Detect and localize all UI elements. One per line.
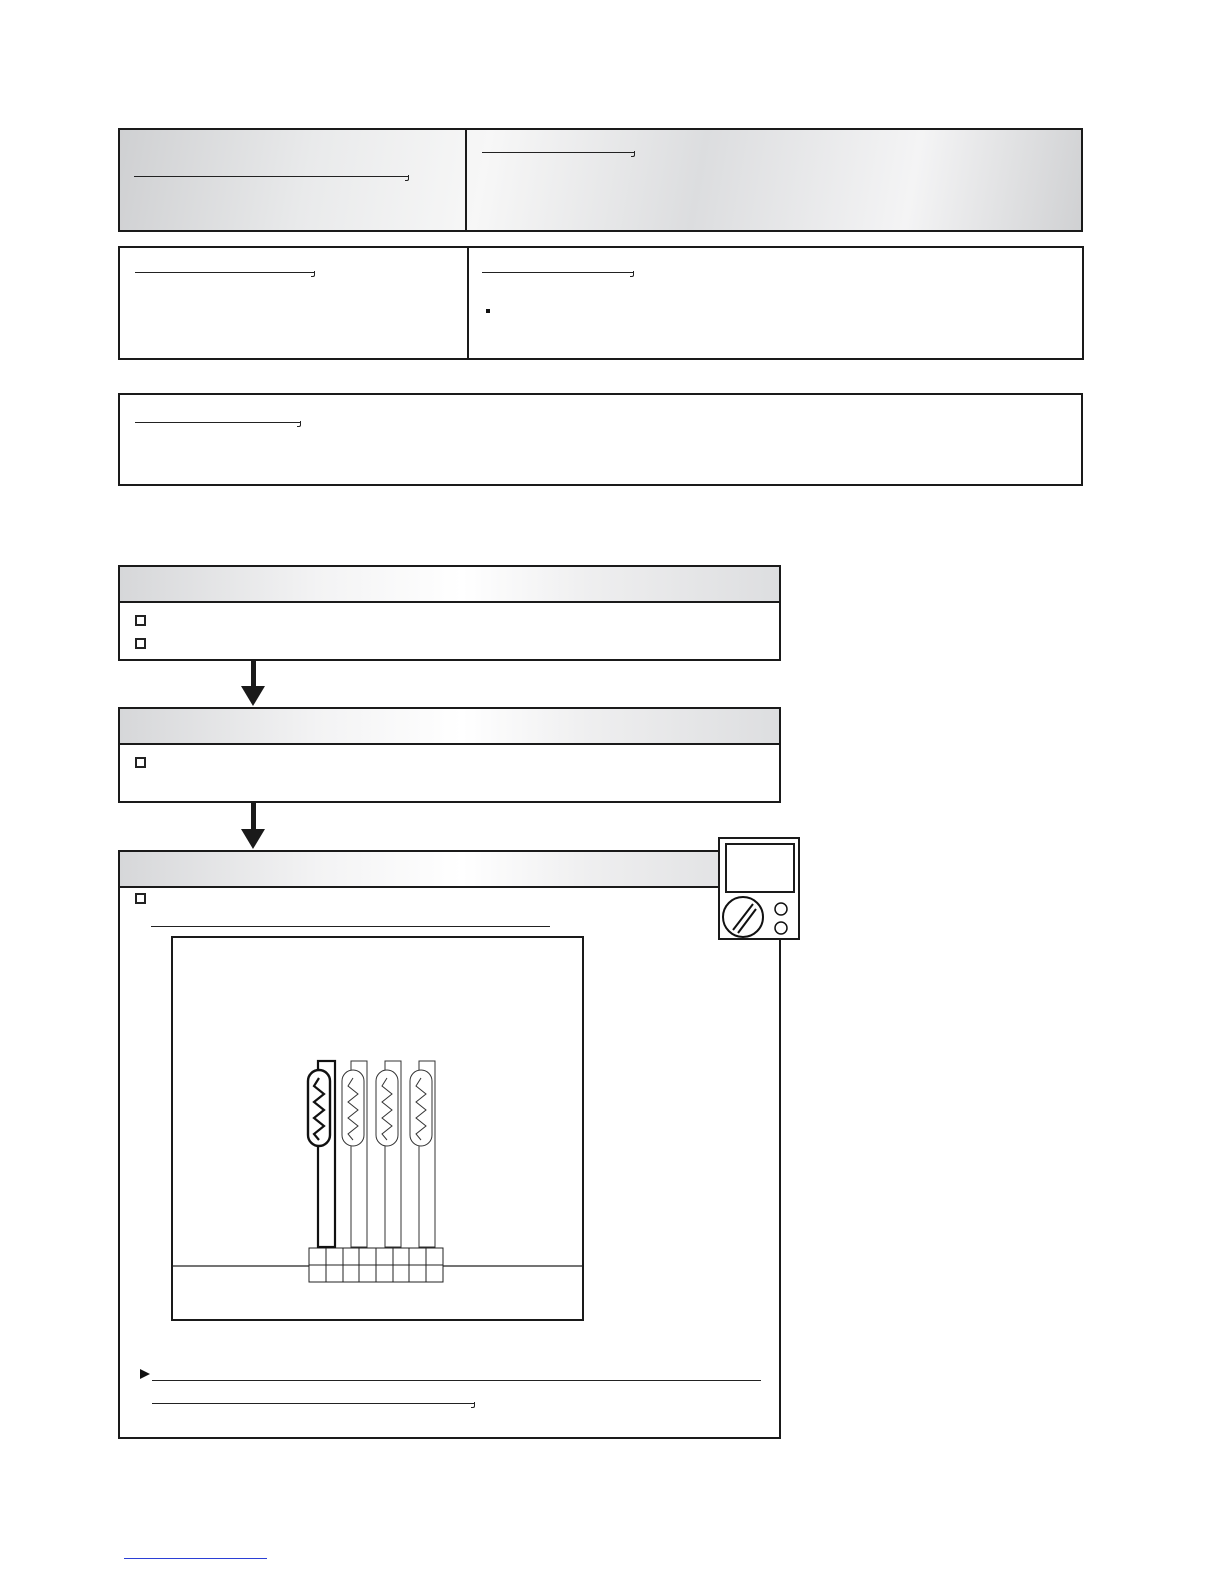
step-2 — [118, 707, 781, 803]
step-3-header — [120, 852, 779, 888]
title-box-divider — [465, 130, 467, 230]
step-2-checkbox-1[interactable] — [135, 757, 146, 768]
step-1-checkbox-2[interactable] — [135, 638, 146, 649]
heading-underline — [134, 176, 408, 177]
info-box-divider — [467, 248, 469, 358]
multimeter-icon — [718, 837, 800, 940]
title-box — [118, 128, 1083, 232]
step-3-instruction-underline — [151, 926, 550, 927]
step-1 — [118, 565, 781, 661]
notes-label-underline — [482, 272, 633, 273]
note-underline-1 — [152, 1380, 761, 1381]
cause-box — [118, 393, 1083, 486]
bullet-dot — [486, 309, 490, 313]
description-label-underline — [482, 152, 634, 153]
step-3-checkbox-1[interactable] — [135, 893, 146, 904]
step-1-header — [120, 567, 779, 603]
info-box — [118, 246, 1084, 360]
footer-link-line[interactable] — [124, 1558, 267, 1559]
cause-label-underline — [135, 422, 300, 423]
step-3 — [118, 850, 781, 1439]
multimeter-dial — [720, 895, 798, 941]
note-underline-2 — [152, 1403, 474, 1404]
thermistor-icon — [173, 938, 582, 1319]
step-1-checkbox-1[interactable] — [135, 615, 146, 626]
step-2-header — [120, 709, 779, 745]
multimeter-display — [725, 843, 795, 893]
pointer-triangle-icon — [140, 1369, 150, 1379]
condition-label-underline — [135, 272, 314, 273]
thermistor-diagram — [171, 936, 584, 1321]
